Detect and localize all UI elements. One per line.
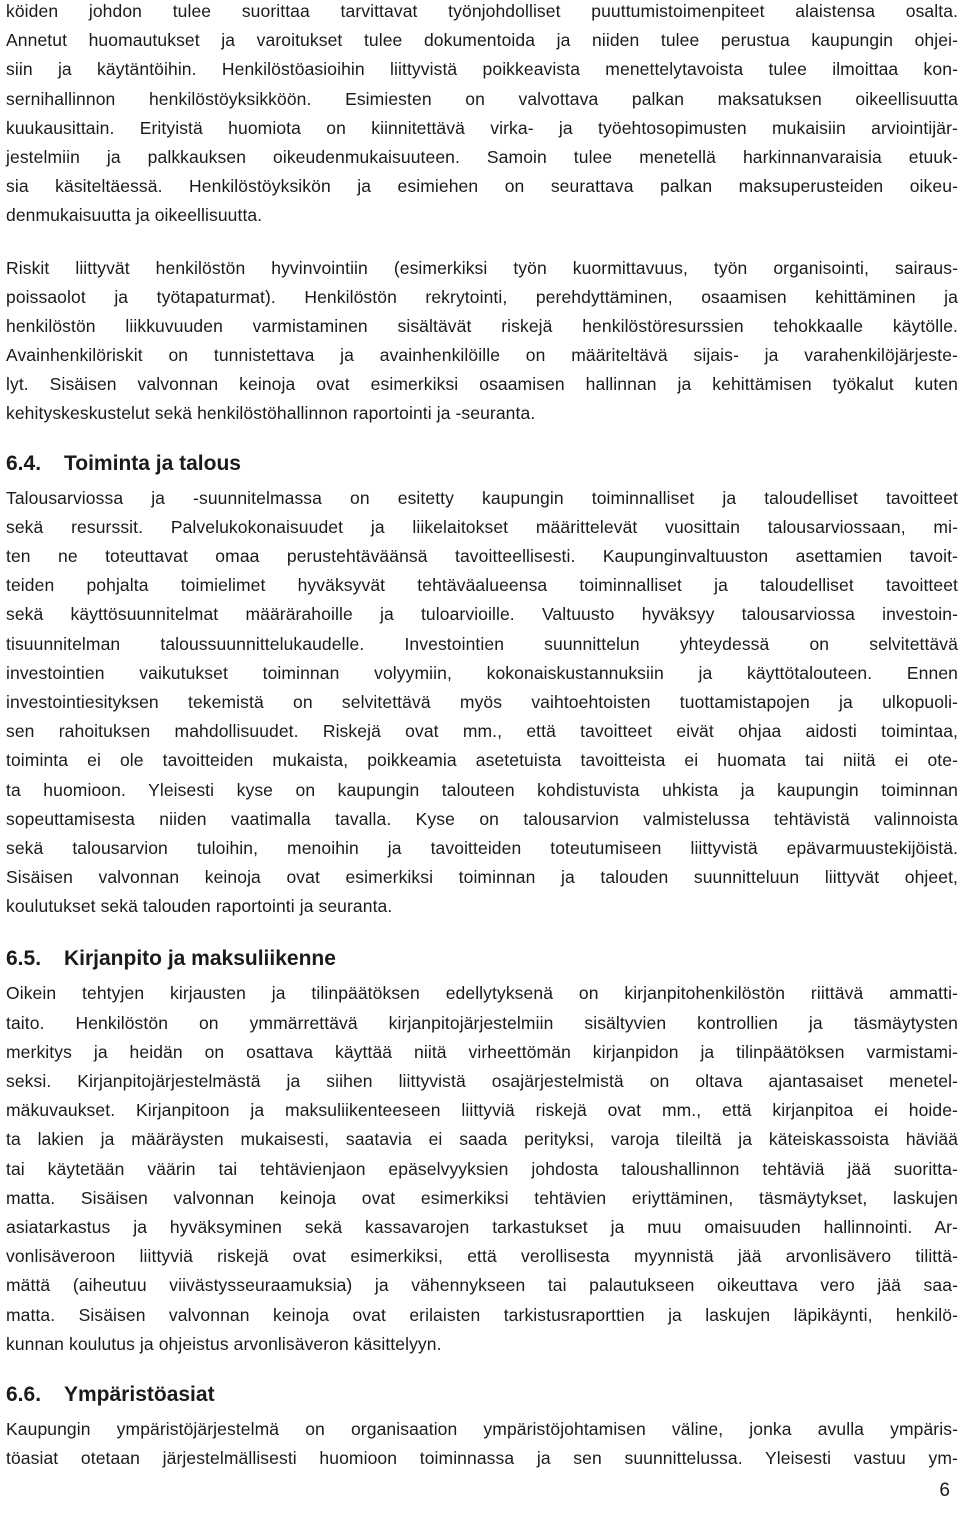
text-line: ten ne toteuttavat omaa perustehtäväänsä tavoitteellisesti. Kaupunginvaltuuston asettamien tavoit-: [6, 546, 958, 566]
text-line: jestelmiin ja palkkauksen oikeudenmukaisuuteen. Samoin tulee menetellä harkinnanvaraisia etuuk-: [6, 146, 958, 167]
section-heading-toiminta-ja-talous: [6, 450, 958, 478]
text-line: sen rahoituksen mahdollisuudet. Riskejä ovat mm., että tavoitteet eivät ohjaa aidosti toimintaa,: [6, 721, 958, 742]
text-line: taito. Henkilöstön on ymmärrettävä kirjanpitojärjestelmiin sisältyvien kontrollien ja täsmäytysten: [6, 1012, 958, 1033]
text-line: lyt. Sisäisen valvonnan keinoja ovat esimerkiksi osaamisen hallinnan ja kehittämisen työkalut kuten: [6, 374, 958, 395]
paragraph-toiminta-ja-talous: [6, 484, 958, 922]
section-title: Ympäristöasiat: [64, 1382, 215, 1406]
text-line: Riskit liittyvät henkilöstön hyvinvointiin (esimerkiksi työn kuormittavuus, työn organisointi, sairaus-: [6, 257, 958, 278]
text-line: köiden johdon tulee suorittaa tarvittavat työnjohdolliset puuttumistoimenpiteet alaistensa osalta.: [6, 1, 958, 21]
text-line: siin ja käytäntöihin. Henkilöstöasioihin liittyvistä poikkeavista menettelytavoista tulee ilmoittaa kon-: [6, 59, 958, 80]
text-line: asiatarkastus ja hyväksyminen sekä kassavarojen tarkastukset ja muu omaisuuden hallinnointi. Ar-: [6, 1216, 958, 1237]
section-heading-kirjanpito-ja-maksuliikenne: [6, 945, 958, 973]
text-line: kunnan koulutus ja ohjeistus arvonlisäveron käsittelyyn.: [6, 1333, 442, 1354]
section-heading-ymparistoasiat: [6, 1381, 958, 1409]
text-line: toiminta ei ole tavoitteiden mukaista, poikkeamia asetetuista tavoitteista ei huomata tai niitä ei ote-: [6, 750, 958, 771]
section-title: Kirjanpito ja maksuliikenne: [64, 947, 336, 971]
text-line: vonlisäveroon liittyviä riskejä ovat esimerkiksi, että verollisesta myynnistä jää arvonlisävero tilittä-: [6, 1246, 958, 1267]
text-line: ta lakien ja määräysten mukaisesti, saatavia ei saada perityksi, varoja tileiltä ja käteiskassoista häviää: [6, 1129, 958, 1150]
paragraph-henkilosto-valvonta: [6, 0, 958, 231]
text-line: seksi. Kirjanpitojärjestelmästä ja siihen liittyvistä osajärjestelmistä on oltava ajantasaiset menetel-: [6, 1071, 958, 1091]
text-line: tisuunnitelman taloussuunnittelukaudelle. Investointien suunnittelun yhteydessä on selvitettävä: [6, 633, 958, 654]
text-line: koulutukset sekä talouden raportointi ja seuranta.: [6, 896, 393, 917]
text-line: Oikein tehtyjen kirjausten ja tilinpäätöksen edellytyksenä on kirjanpitohenkilöstön riittävä ammatti-: [6, 983, 958, 1004]
text-line: mäkuvaukset. Kirjanpitoon ja maksuliikenteeseen liittyviä riskejä ovat mm., että kirjanpitoa ei hoide-: [6, 1100, 958, 1121]
document-page: [6, 0, 958, 1473]
text-line: sekä käyttösuunnitelmat määrärahoille ja tuloarvioille. Valtuusto hyväksyy talousarviossa investoin-: [6, 604, 958, 625]
text-line: henkilöstön liikkuvuuden varmistaminen sisältävät riskejä henkilöstöresurssien tehokkaalle käytölle.: [6, 315, 958, 336]
text-line: investointien vaikutukset toiminnan volyymiin, kokonaiskustannuksiin ja käyttötalouteen. Ennen: [6, 662, 958, 683]
text-line: matta. Sisäisen valvonnan keinoja ovat esimerkiksi tehtävien eriyttäminen, täsmäytykset, laskujen: [6, 1187, 958, 1208]
section-title: Toiminta ja talous: [64, 451, 241, 475]
text-line: kehityskeskustelut sekä henkilöstöhallinnon raportointi ja -seuranta.: [6, 403, 536, 424]
text-line: investointiesityksen tekemistä on selvitettävä myös vaihtoehtoisten tuottamistapojen ja ulkopuoli-: [6, 691, 958, 712]
text-line: Annetut huomautukset ja varoitukset tulee dokumentoida ja niiden tulee perustua kaupungin ohjei-: [6, 30, 958, 51]
text-line: poissaolot ja työtapaturmat). Henkilöstön rekrytointi, perehdyttäminen, osaamisen kehittäminen ja: [6, 286, 958, 307]
text-line: sekä resurssit. Palvelukokonaisuudet ja liikelaitokset määrittelevät vuosittain talousarviossaan, mi-: [6, 516, 958, 537]
text-line: sia käsiteltäessä. Henkilöstöyksikön ja esimiehen on seurattava palkan maksuperusteiden oikeu-: [6, 176, 958, 197]
section-number: 6.5.: [6, 947, 42, 971]
text-line: Talousarviossa ja -suunnitelmassa on esitetty kaupungin toiminnalliset ja taloudelliset tavoitteet: [6, 487, 958, 508]
text-line: teiden pohjalta toimielimet hyväksyvät tehtäväalueensa toiminnalliset ja taloudelliset tavoitteet: [6, 575, 958, 596]
text-line: Sisäisen valvonnan keinoja ovat esimerkiksi toiminnan ja talouden suunnitteluun liittyvät ohjeet,: [6, 867, 958, 888]
text-line: denmukaisuutta ja oikeellisuutta.: [6, 205, 263, 226]
text-line: merkitys ja heidän on osattava käyttää niitä virheettömän kirjanpidon ja tilinpäätöksen varmistami-: [6, 1041, 958, 1062]
text-line: mättä (aiheutuu viivästysseuraamuksia) ja vähennykseen tai palautukseen oikeuttava vero jää saa-: [6, 1275, 958, 1296]
text-line: matta. Sisäisen valvonnan keinoja ovat erilaisten tarkistusraporttien ja laskujen läpikäynti, henkilö-: [6, 1304, 958, 1325]
text-line: tai käytetään väärin tai tehtävienjaon epäselvyyksien johdosta taloushallinnon tehtäviä jää suoritta-: [6, 1158, 958, 1179]
paragraph-henkilosto-riskit: [6, 254, 958, 429]
text-line: sopeuttamisesta niiden vaatimalla tavalla. Kyse on talousarvion valmistelussa tehtävistä valinnoista: [6, 808, 958, 829]
text-line: Avainhenkilöriskit on tunnistettava ja avainhenkilöille on määriteltävä sijais- ja varahenkilöjärjeste-: [6, 345, 958, 366]
text-line: sernihallinnon henkilöstöyksikköön. Esimiesten on valvottava palkan maksatuksen oikeellisuutta: [6, 88, 958, 109]
text-line: kuukausittain. Erityistä huomiota on kiinnitettävä virka- ja työehtosopimusten mukaisiin arviointijär-: [6, 117, 958, 138]
text-line: töasiat otetaan järjestelmällisesti huomioon toiminnassa ja sen suunnittelussa. Yleisesti vastuu ym-: [6, 1448, 958, 1469]
page-number: 6: [939, 1480, 950, 1501]
paragraph-ymparistoasiat: [6, 1415, 958, 1473]
text-line: sekä talousarvion tuloihin, menoihin ja tavoitteiden toteutumiseen liittyvistä epävarmuustekijöistä.: [6, 837, 958, 858]
text-line: Kaupungin ympäristöjärjestelmä on organisaation ympäristöjohtamisen väline, jonka avulla ympäris-: [6, 1418, 958, 1439]
section-number: 6.6.: [6, 1382, 42, 1406]
paragraph-kirjanpito-ja-maksuliikenne: [6, 979, 958, 1358]
text-line: ta huomioon. Yleisesti kyse on kaupungin talouteen kohdistuvista uhkista ja kaupungin toiminnan: [6, 779, 958, 800]
section-number: 6.4.: [6, 451, 42, 475]
